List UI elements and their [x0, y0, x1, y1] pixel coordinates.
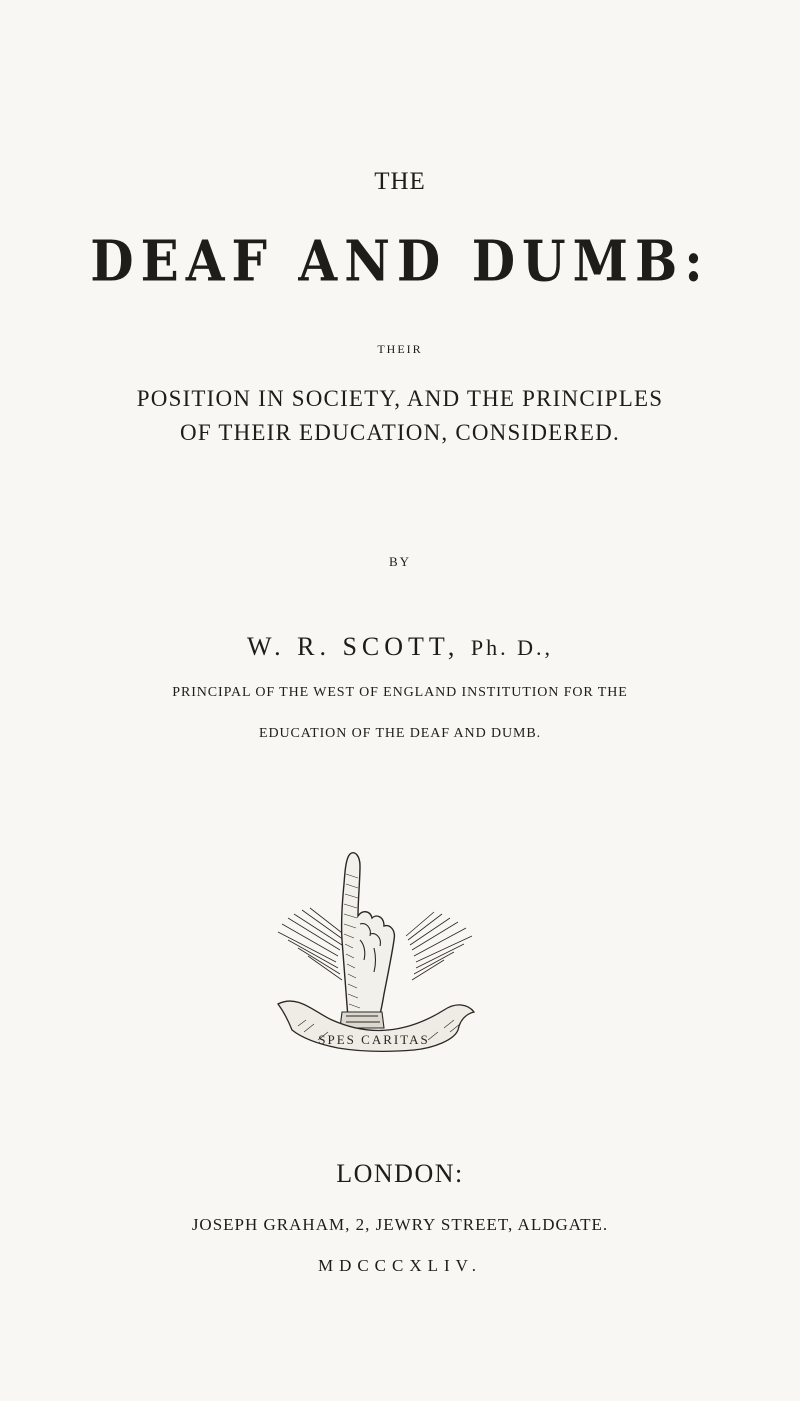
subtitle-line-1: POSITION IN SOCIETY, AND THE PRINCIPLES	[136, 386, 664, 411]
author-credential-line-2: EDUCATION OF THE DEAF AND DUMB.	[259, 726, 541, 741]
book-title: DEAF AND DUMB:	[90, 228, 710, 295]
emblem-ribbon-text: SPES CARITAS	[318, 1032, 430, 1047]
subtitle-connector: THEIR	[377, 342, 423, 356]
left-rays	[278, 908, 346, 980]
author-credential-line-1: PRINCIPAL OF THE WEST OF ENGLAND INSTITUTION FOR THE	[172, 685, 628, 700]
by-line: BY	[388, 554, 412, 569]
signing-hand-emblem-icon	[258, 844, 488, 1060]
publication-year: MDCCCXLIV.	[317, 1256, 483, 1275]
publication-place: LONDON:	[336, 1159, 464, 1188]
publisher-line: JOSEPH GRAHAM, 2, JEWRY STREET, ALDGATE.	[191, 1215, 609, 1234]
author-line	[0, 632, 800, 662]
author-name: W. R. SCOTT,	[246, 632, 460, 661]
author-degree: Ph. D.,	[470, 635, 554, 660]
subtitle-line-2: OF THEIR EDUCATION, CONSIDERED.	[180, 420, 620, 445]
title-prefix: THE	[374, 168, 426, 195]
right-rays	[406, 912, 472, 980]
